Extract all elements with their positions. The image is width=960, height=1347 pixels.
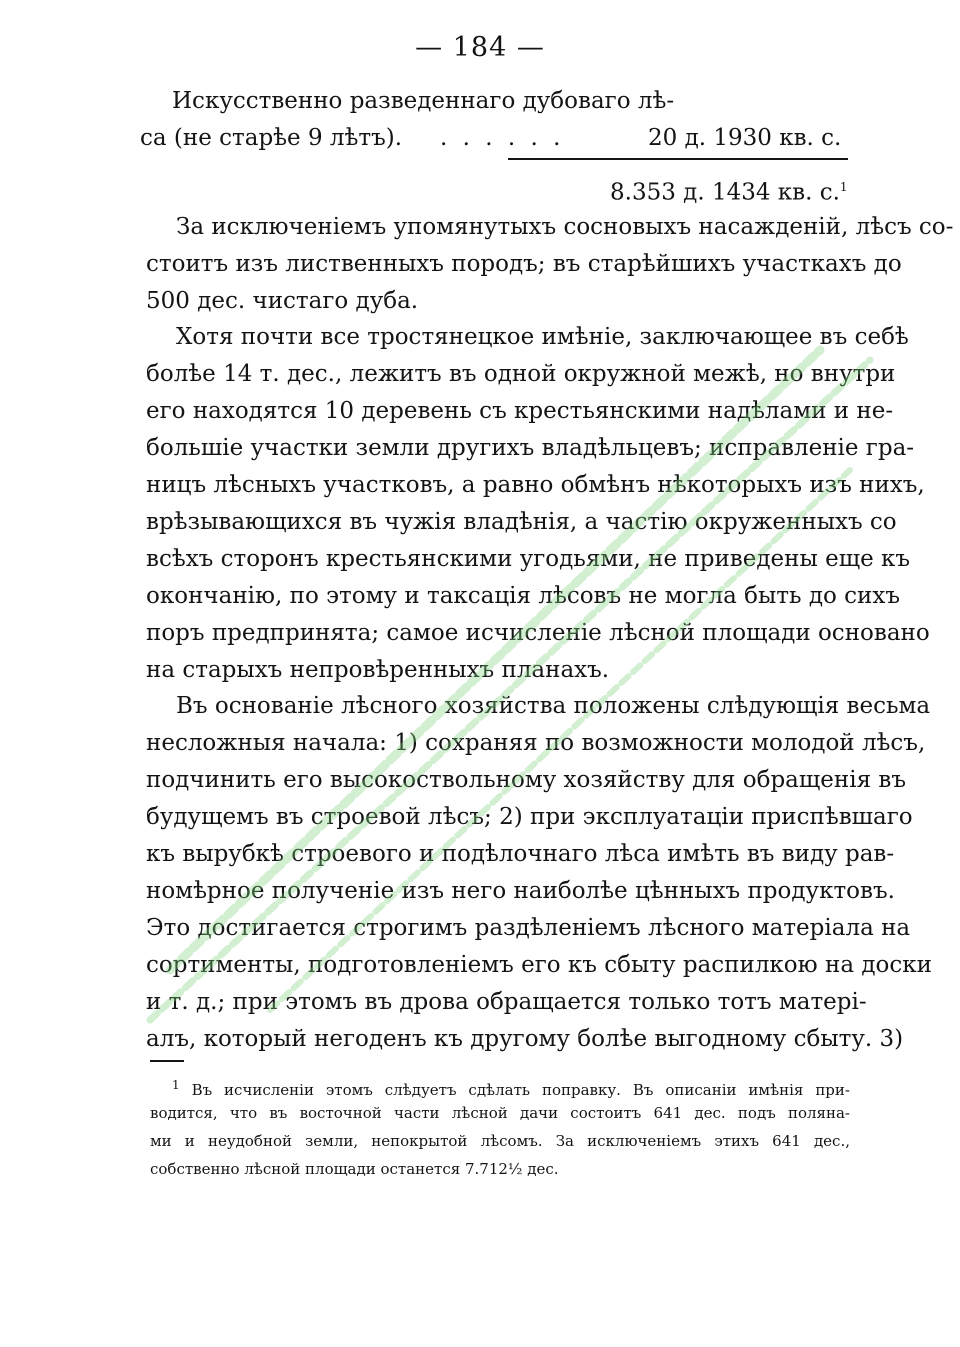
- footnote-mark: 1: [172, 1078, 180, 1092]
- paragraph-line: За исключеніемъ упомянутыхъ сосновыхъ насажденій, лѣсъ со-: [176, 214, 954, 240]
- paragraph-line: номѣрное полученіе изъ него наиболѣе цѣнныхъ продуктовъ.: [146, 878, 895, 904]
- paragraph-line: Въ основаніе лѣсного хозяйства положены слѣдующія весьма: [176, 693, 931, 719]
- paragraph-line: сортименты, подготовленіемъ его къ сбыту распилкою на доски: [146, 952, 932, 978]
- paragraph-line: его находятся 10 деревень съ крестьянскими надѣлами и не-: [146, 398, 894, 424]
- footnote-line: собственно лѣсной площади останется 7.712½ дес.: [150, 1160, 559, 1178]
- paragraph-line: будущемъ въ строевой лѣсъ; 2) при эксплуатаціи приспѣвшаго: [146, 804, 913, 830]
- paragraph-line: всѣхъ сторонъ крестьянскими угодьями, не приведены еще къ: [146, 546, 911, 572]
- paragraph-line: и т. д.; при этомъ въ дрова обращается только тотъ матерi-: [146, 989, 867, 1015]
- sum-rule: [508, 158, 848, 160]
- paragraph-line: Это достигается строгимъ раздѣленіемъ лѣсного матеріала на: [146, 915, 911, 941]
- footnote-line: водится, что въ восточной части лѣсной дачи состоитъ 641 дес. подъ поляна-: [150, 1104, 850, 1122]
- table-row-label-line1: Искусственно разведеннаго дубоваго лѣ-: [172, 88, 675, 114]
- paragraph-line: врѣзывающихся въ чужія владѣнія, а частію окруженныхъ со: [146, 509, 897, 535]
- paragraph-line: подчинить его высокоствольному хозяйству для обращенія въ: [146, 767, 906, 793]
- paragraph-line: къ вырубкѣ строевого и подѣлочнаго лѣса имѣть въ виду рав-: [146, 841, 895, 867]
- table-row-value: 20 д. 1930 кв. с.: [648, 125, 842, 151]
- paragraph-line: Хотя почти все тростянецкое имѣніе, заключающее въ себѣ: [176, 324, 909, 350]
- paragraph-line: стоитъ изъ лиственныхъ породъ; въ старѣйшихъ участкахъ до: [146, 251, 902, 277]
- footnote-reference: 1: [839, 180, 848, 194]
- paragraph-line: несложныя начала: 1) сохраняя по возможности молодой лѣсъ,: [146, 730, 926, 756]
- paragraph-line: 500 дес. чистаго дуба.: [146, 288, 419, 314]
- paragraph-line: болѣе 14 т. дес., лежитъ въ одной окружной межѣ, но внутри: [146, 361, 896, 387]
- table-row-label-line2: са (не старѣе 9 лѣтъ).: [140, 125, 403, 151]
- footnote-line: $^1$ Въ исчисленіи этомъ слѣдуетъ сдѣлать поправку. Въ описаніи имѣнія при-: [172, 1078, 850, 1099]
- table-row-leader-dots: . . . . . .: [440, 125, 565, 151]
- paragraph-line: на старыхъ непровѣренныхъ планахъ.: [146, 657, 610, 683]
- footnote-rule: [150, 1060, 184, 1062]
- paragraph-line: ницъ лѣсныхъ участковъ, а равно обмѣнъ нѣкоторыхъ изъ нихъ,: [146, 472, 925, 498]
- page-number: — 184 —: [415, 32, 545, 63]
- paragraph-line: окончанію, по этому и таксація лѣсовъ не могла быть до сихъ: [146, 583, 900, 609]
- paragraph-line: алъ, который негоденъ къ другому болѣе выгодному сбыту. 3): [146, 1026, 904, 1052]
- paragraph-line: большіе участки земли другихъ владѣльцевъ; исправленіе гра-: [146, 435, 915, 461]
- paragraph-line: поръ предпринята; самое исчисленіе лѣсной площади основано: [146, 620, 930, 646]
- footnote-line: ми и неудобной земли, непокрытой лѣсомъ. За исключеніемъ этихъ 641 дес.,: [150, 1132, 850, 1150]
- table-total-value: 8.353 д. 1434 кв. с.$^1$: [610, 179, 848, 206]
